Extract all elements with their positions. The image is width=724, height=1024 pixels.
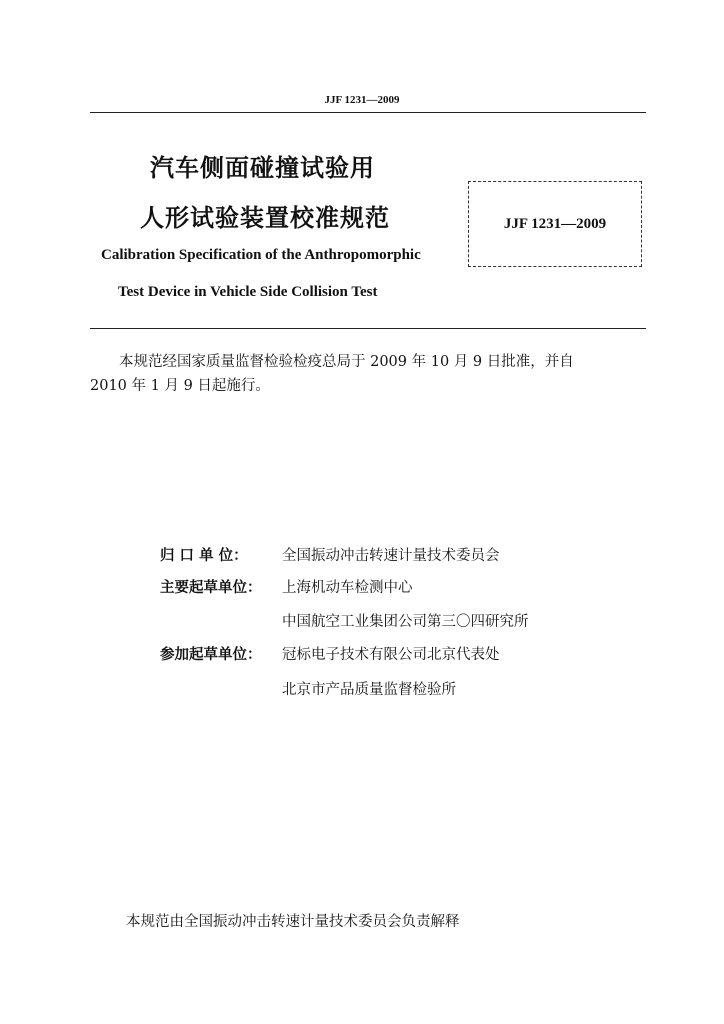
approval-line-1: 本规范经国家质量监督检验检疫总局于 2009 年 10 月 9 日批准，并自: [119, 354, 574, 370]
participating-drafting-label: 参加起草单位：: [160, 647, 262, 663]
english-title-line-1: Calibration Specification of the Anthropomorphic: [101, 247, 421, 263]
main-drafting-value-1: 上海机动车检测中心: [282, 580, 413, 596]
responsible-unit-value: 全国振动冲击转速计量技术委员会: [282, 548, 500, 564]
header-standard-code: JJF 1231—2009: [324, 94, 400, 106]
main-drafting-label: 主要起草单位：: [160, 580, 262, 596]
header-rule: [90, 112, 646, 113]
participating-drafting-value-1: 冠标电子技术有限公司北京代表处: [282, 647, 500, 663]
main-drafting-value-2: 中国航空工业集团公司第三〇四研究所: [282, 614, 529, 630]
responsible-unit-label: 归 口 单 位：: [160, 548, 248, 564]
standard-code-box: [468, 181, 642, 267]
participating-drafting-value-2: 北京市产品质量监督检验所: [282, 682, 456, 698]
interpretation-note: 本规范由全国振动冲击转速计量技术委员会负责解释: [126, 914, 460, 930]
title-rule: [90, 328, 646, 329]
approval-line-2: 2010 年 1 月 9 日起施行。: [90, 378, 270, 394]
standard-code-label: JJF 1231—2009: [503, 215, 607, 232]
chinese-title-line-1: 汽车侧面碰撞试验用: [150, 154, 375, 182]
english-title-line-2: Test Device in Vehicle Side Collision Test: [118, 284, 378, 300]
chinese-title-line-2: 人形试验装置校准规范: [140, 204, 390, 232]
